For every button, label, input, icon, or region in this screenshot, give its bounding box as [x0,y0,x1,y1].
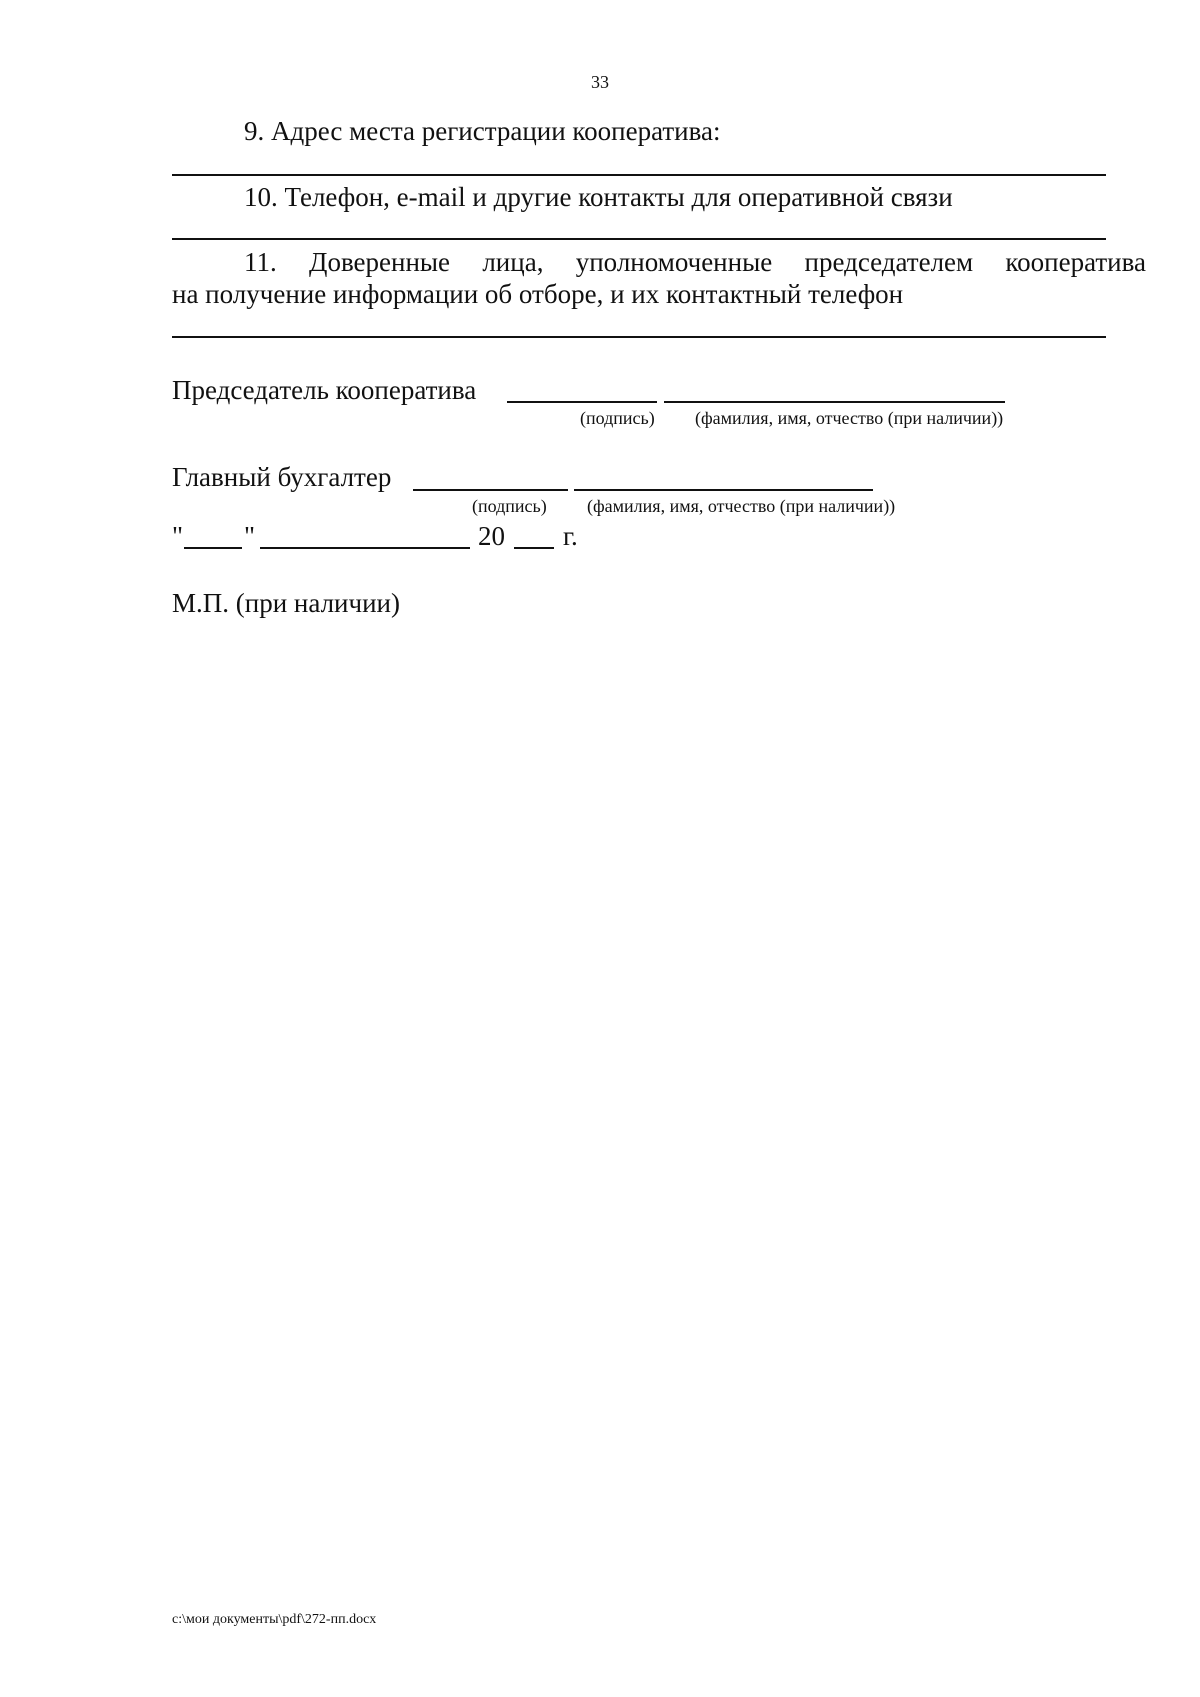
accountant-name-caption: (фамилия, имя, отчество (при наличии)) [587,496,896,516]
item-11-line-1: 11. Доверенные лица, уполномоченные председателем кооператива [244,247,1146,277]
date-year-suffix: г. [563,521,578,551]
chairman-signature-caption: (подпись) [580,408,655,428]
chairman-signature-blank [507,401,657,403]
item-9-address: 9. Адрес места регистрации кооператива: [244,116,721,146]
item-9-fill-line [172,174,1106,176]
stamp-placeholder: М.П. (при наличии) [172,588,400,618]
item-10-fill-line [172,238,1106,240]
page-number: 33 [591,72,609,92]
item-10-contacts: 10. Телефон, e-mail и другие контакты для оперативной связи [244,182,953,212]
chairman-label: Председатель кооператива [172,375,477,405]
accountant-signature-caption: (подпись) [472,496,547,516]
date-open-quote: " [172,521,184,551]
accountant-name-blank [574,489,873,491]
date-close-quote: " [244,521,256,551]
chairman-name-blank [664,401,1005,403]
accountant-signature-blank [413,489,568,491]
date-month-blank [260,547,470,549]
accountant-label: Главный бухгалтер [172,462,392,492]
item-11-line-2: на получение информации об отборе, и их контактный телефон [172,279,904,309]
date-day-blank [184,547,242,549]
item-11-fill-line [172,336,1106,338]
date-year-prefix: 20 [478,521,505,551]
footer-file-path: c:\мои документы\pdf\272-пп.docx [172,1612,377,1627]
date-year-blank [514,547,554,549]
chairman-name-caption: (фамилия, имя, отчество (при наличии)) [695,408,1004,428]
